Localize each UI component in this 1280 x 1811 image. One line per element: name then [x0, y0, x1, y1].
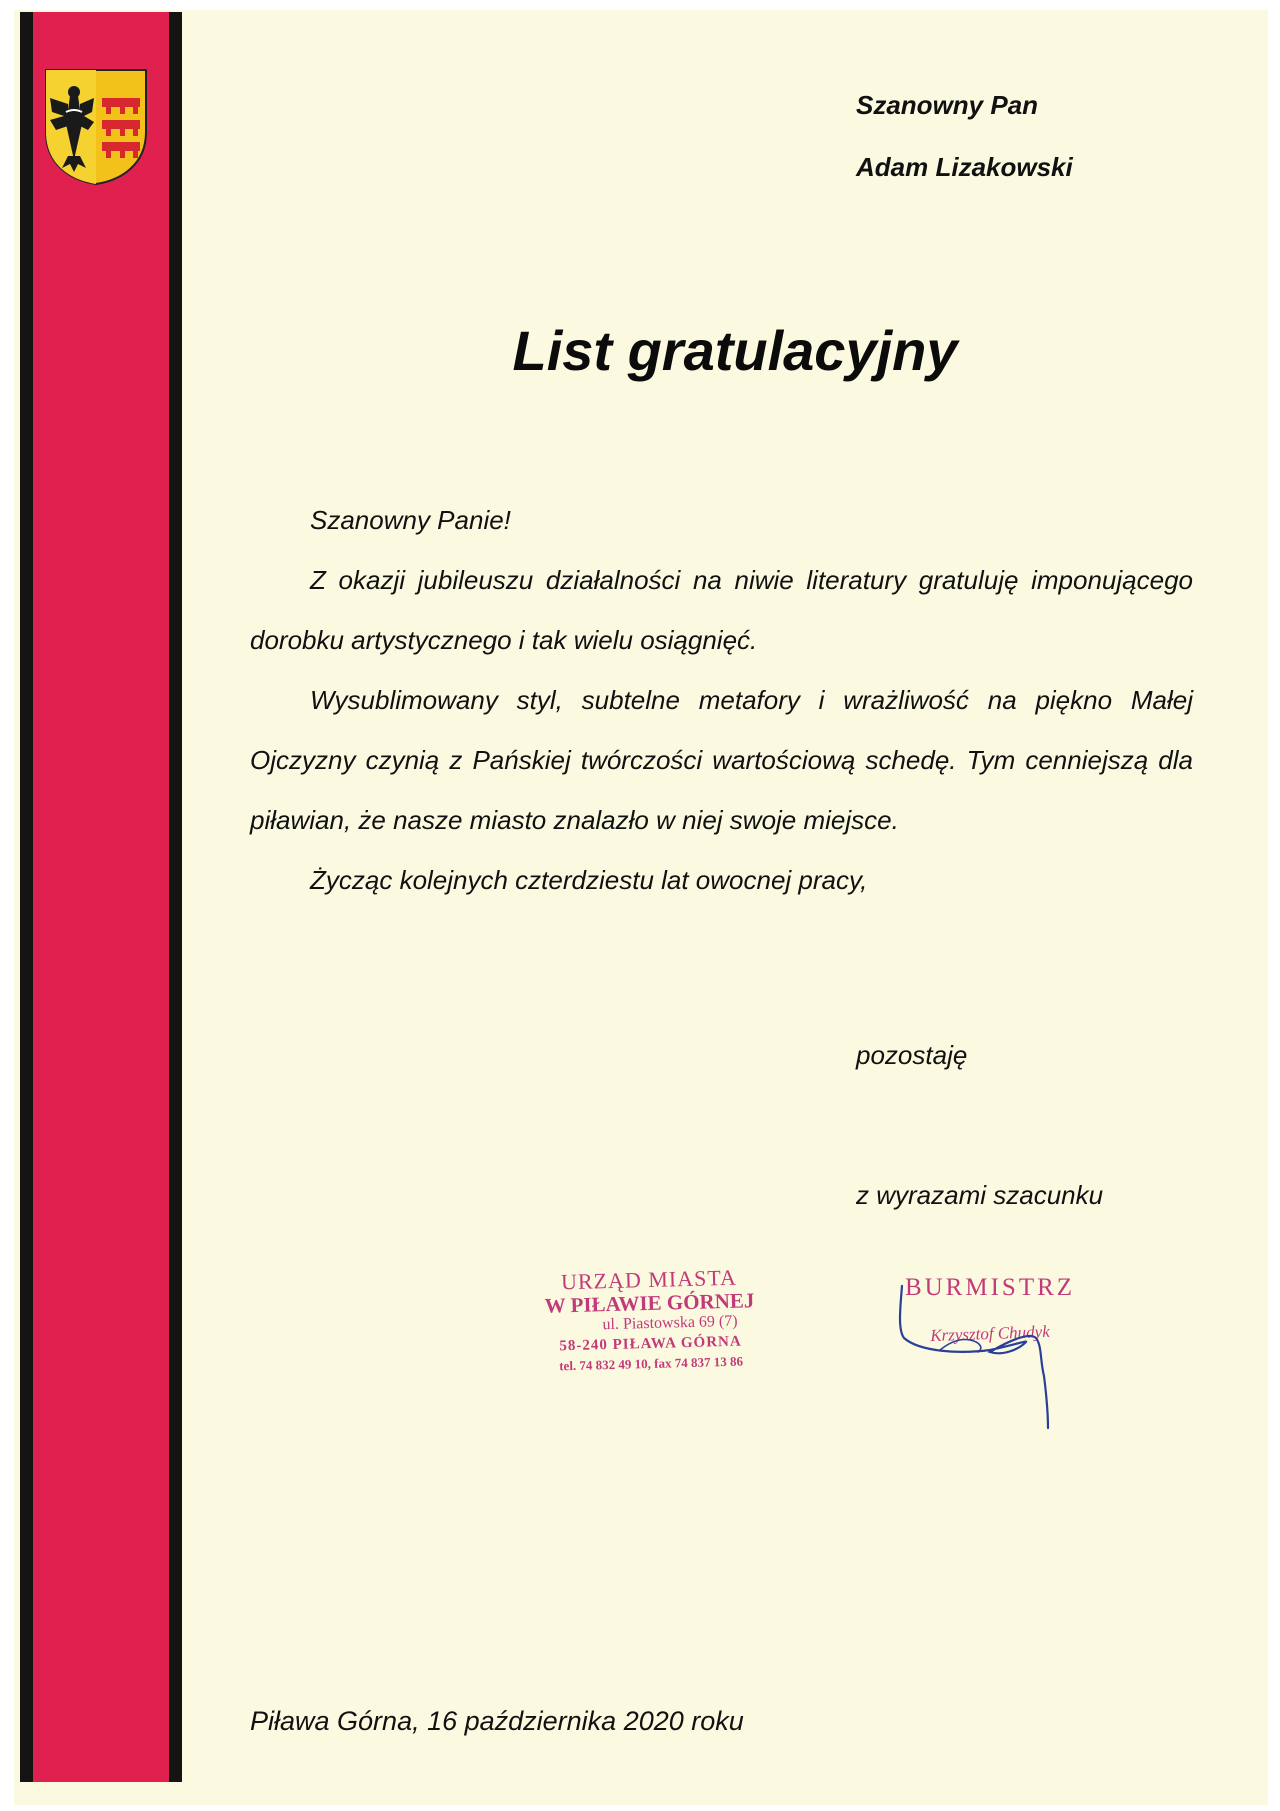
- stamp-line-2: W PIŁAWIE GÓRNEJ: [544, 1288, 755, 1318]
- document-title: List gratulacyjny: [512, 319, 958, 382]
- letter-paragraph-1: Z okazji jubileuszu działalności na niwie literatury gratuluję imponującego dorobku artystycznego i tak wielu osiągnięć.: [250, 565, 1193, 655]
- office-stamp: [499, 1264, 802, 1378]
- recipient-block: [856, 74, 1073, 198]
- letter-paragraph-3: Życząc kolejnych czterdziestu lat owocnej pracy,: [310, 865, 868, 895]
- stamp-line-1: URZĄD MIASTA: [560, 1264, 738, 1295]
- recipient-salutation: Szanowny Pan: [856, 90, 1039, 120]
- stamp-line-4: 58-240 PIŁAWA GÓRNA: [559, 1333, 742, 1355]
- letter-paragraph-2: Wysublimowany styl, subtelne metafory i wrażliwość na piękno Małej Ojczyzny czynią z Pańskiej twórczości wartościową schedę. Tym cenniejszą dla piławian, że nasze miasto znalazło w niej swoje miejsce.: [250, 685, 1193, 835]
- closing-line-2: z wyrazami szacunku: [856, 1180, 1104, 1210]
- coat-of-arms-icon: [44, 68, 148, 186]
- letter-greeting: Szanowny Panie!: [310, 505, 511, 535]
- mayor-name: Krzysztof Chudyk: [929, 1321, 1051, 1346]
- stamp-line-5: tel. 74 832 49 10, fax 74 837 13 86: [559, 1353, 744, 1374]
- mayor-title: BURMISTRZ: [904, 1274, 1076, 1301]
- handwritten-signature-icon: [880, 1280, 1080, 1440]
- stamp-line-3: ul. Piastowska 69 (7): [602, 1312, 738, 1334]
- decorative-band-red: [33, 12, 169, 1782]
- letter-body: [250, 490, 1193, 910]
- recipient-name: Adam Lizakowski: [856, 152, 1073, 182]
- closing-line-1: pozostaję: [856, 1040, 968, 1070]
- place-and-date: Piława Górna, 16 października 2020 roku: [250, 1706, 744, 1736]
